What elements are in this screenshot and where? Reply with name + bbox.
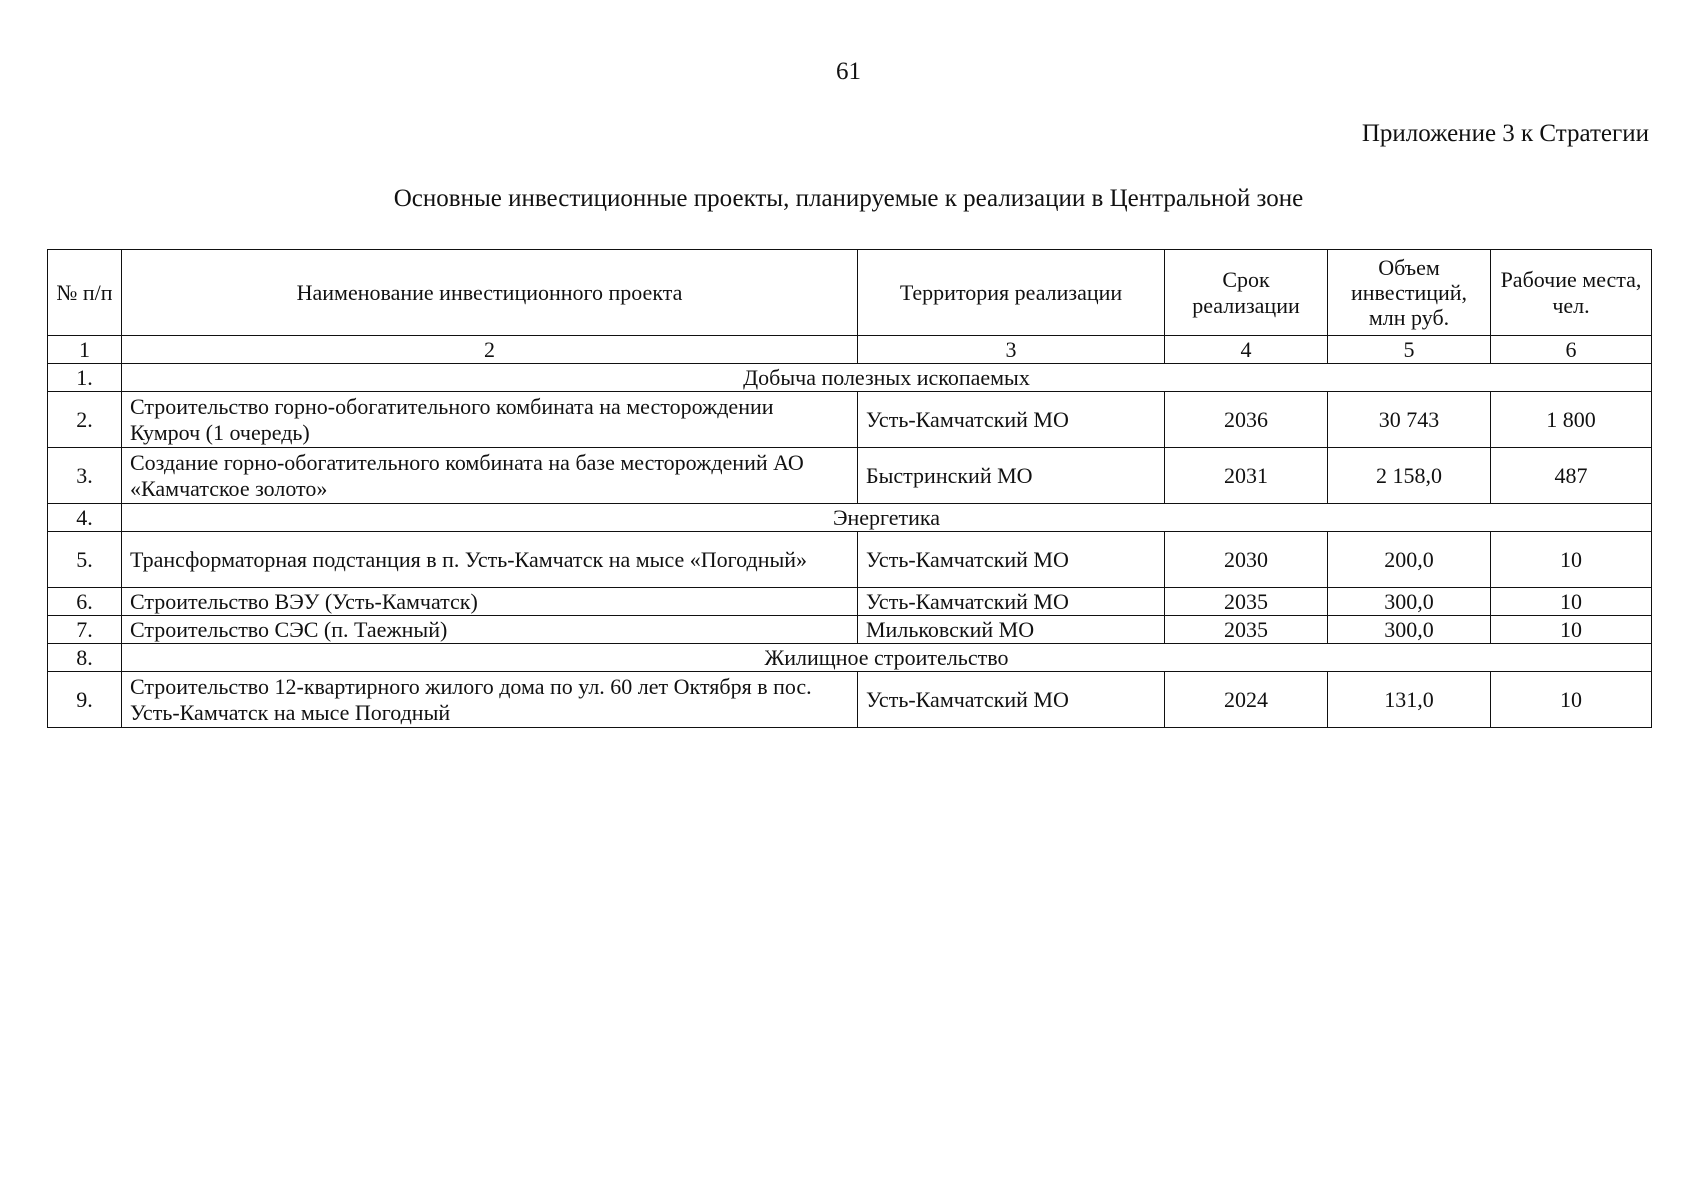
investment-projects-table <box>47 249 1652 728</box>
project-term: 2035 <box>1165 588 1328 616</box>
table-row <box>48 616 1652 644</box>
project-jobs: 10 <box>1491 672 1652 728</box>
project-name: Строительство ВЭУ (Усть-Камчатск) <box>122 588 858 616</box>
section-row <box>48 364 1652 392</box>
table-row <box>48 672 1652 728</box>
header-num: № п/п <box>48 250 122 336</box>
column-number: 5 <box>1328 336 1491 364</box>
appendix-label: Приложение 3 к Стратегии <box>1361 120 1649 147</box>
header-investment: Объем инвестиций, млн руб. <box>1328 250 1491 336</box>
project-territory: Усть-Камчатский МО <box>858 392 1165 448</box>
header-name: Наименование инвестиционного проекта <box>122 250 858 336</box>
project-territory: Усть-Камчатский МО <box>858 672 1165 728</box>
header-row <box>48 250 1652 336</box>
row-number: 1. <box>48 364 122 392</box>
project-jobs: 10 <box>1491 532 1652 588</box>
project-name: Строительство СЭС (п. Таежный) <box>122 616 858 644</box>
row-number: 9. <box>48 672 122 728</box>
row-number: 3. <box>48 448 122 504</box>
column-number: 2 <box>122 336 858 364</box>
project-investment: 2 158,0 <box>1328 448 1491 504</box>
project-territory: Быстринский МО <box>858 448 1165 504</box>
table-row <box>48 392 1652 448</box>
project-name: Создание горно-обогатительного комбината на базе месторождений АО «Камчатское золото» <box>122 448 858 504</box>
project-territory: Усть-Камчатский МО <box>858 532 1165 588</box>
column-numbers-row <box>48 336 1652 364</box>
section-title: Добыча полезных ископаемых <box>122 364 1652 392</box>
row-number: 7. <box>48 616 122 644</box>
project-name: Строительство горно-обогатительного комбината на месторождении Кумроч (1 очередь) <box>122 392 858 448</box>
row-number: 5. <box>48 532 122 588</box>
project-term: 2030 <box>1165 532 1328 588</box>
project-name: Трансформаторная подстанция в п. Усть-Камчатск на мысе «Погодный» <box>122 532 858 588</box>
project-investment: 300,0 <box>1328 616 1491 644</box>
project-name: Строительство 12-квартирного жилого дома по ул. 60 лет Октября в пос. Усть-Камчатск на мысе Погодный <box>122 672 858 728</box>
page-number: 61 <box>836 58 861 85</box>
header-term: Срок реализации <box>1165 250 1328 336</box>
section-title: Жилищное строительство <box>122 644 1652 672</box>
column-number: 3 <box>858 336 1165 364</box>
header-territory: Территория реализации <box>858 250 1165 336</box>
column-number: 4 <box>1165 336 1328 364</box>
project-jobs: 1 800 <box>1491 392 1652 448</box>
project-term: 2031 <box>1165 448 1328 504</box>
project-term: 2035 <box>1165 616 1328 644</box>
table-row <box>48 588 1652 616</box>
project-territory: Усть-Камчатский МО <box>858 588 1165 616</box>
row-number: 2. <box>48 392 122 448</box>
table-row <box>48 532 1652 588</box>
header-jobs: Рабочие места, чел. <box>1491 250 1652 336</box>
project-investment: 200,0 <box>1328 532 1491 588</box>
project-investment: 30 743 <box>1328 392 1491 448</box>
row-number: 4. <box>48 504 122 532</box>
row-number: 6. <box>48 588 122 616</box>
project-investment: 131,0 <box>1328 672 1491 728</box>
column-number: 1 <box>48 336 122 364</box>
row-number: 8. <box>48 644 122 672</box>
project-term: 2024 <box>1165 672 1328 728</box>
column-number: 6 <box>1491 336 1652 364</box>
section-title: Энергетика <box>122 504 1652 532</box>
document-title: Основные инвестиционные проекты, планируемые к реализации в Центральной зоне <box>393 185 1304 212</box>
project-territory: Мильковский МО <box>858 616 1165 644</box>
section-row <box>48 644 1652 672</box>
project-jobs: 10 <box>1491 616 1652 644</box>
project-jobs: 10 <box>1491 588 1652 616</box>
project-investment: 300,0 <box>1328 588 1491 616</box>
project-jobs: 487 <box>1491 448 1652 504</box>
section-row <box>48 504 1652 532</box>
table-row <box>48 448 1652 504</box>
project-term: 2036 <box>1165 392 1328 448</box>
